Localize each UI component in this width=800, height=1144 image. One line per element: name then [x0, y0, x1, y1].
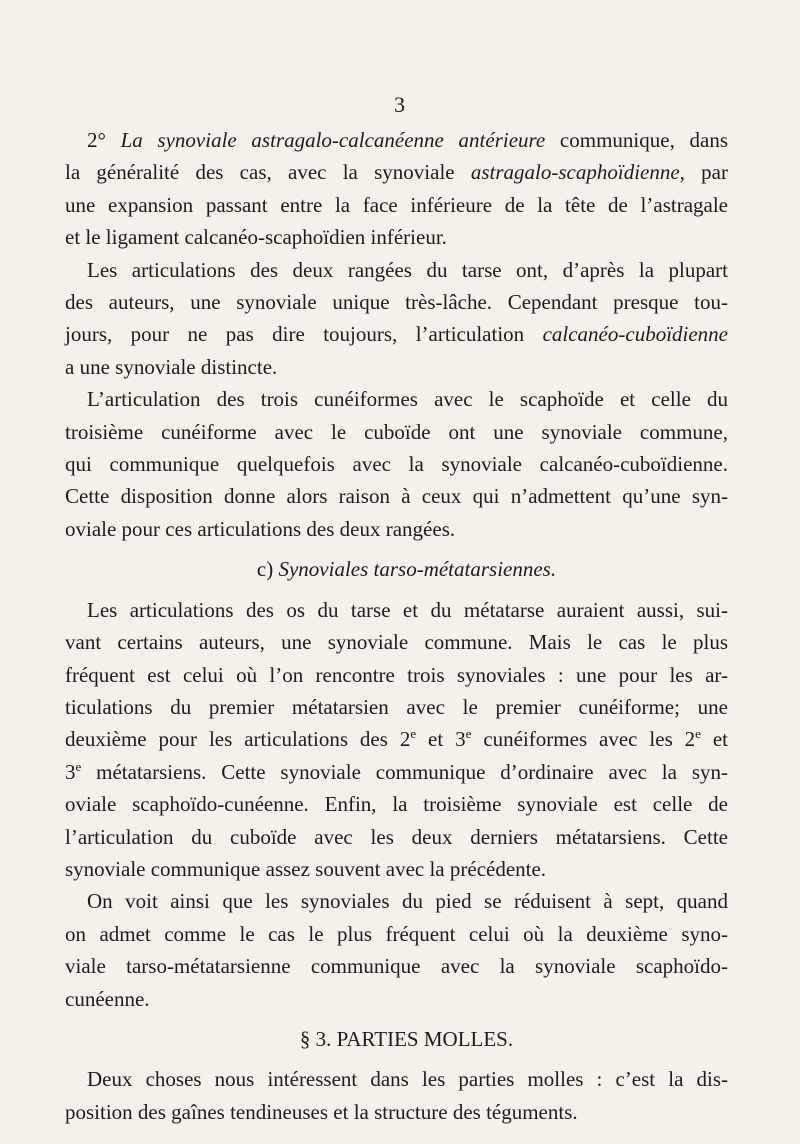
page-number: 3 — [394, 92, 406, 117]
text-line: 3e métatarsiens. Cette synoviale communique d’ordinaire avec la syn- — [65, 758, 728, 784]
text-line: Deux choses nous intéressent dans les parties molles : c’est la dis- — [87, 1067, 728, 1092]
text-line: des auteurs, une synoviale unique très-lâche. Cependant presque tou- — [65, 290, 728, 315]
text-line: Les articulations des deux rangées du tarse ont, d’après la plupart — [87, 257, 728, 282]
paragraph-sept-synoviales — [65, 885, 728, 1015]
text-line: l’articulation du cuboïde avec les deux derniers métatarsiens. Cette — [65, 824, 728, 849]
italic-term: astragalo-scaphoïdienne — [470, 160, 680, 185]
text-line: ticulations du premier métatarsien avec le premier cunéiforme; une — [65, 694, 728, 719]
paragraph-parties-molles — [65, 1063, 728, 1128]
text-line: vant certains auteurs, une synoviale commune. Mais le cas le plus — [65, 630, 728, 655]
text-line: la généralité des cas, avec la synoviale astragalo-scaphoïdienne, par — [65, 160, 728, 185]
text-line: Les articulations des os du tarse et du métatarse auraient aussi, sui- — [87, 597, 728, 622]
text-line: oviale pour ces articulations des deux rangées. — [65, 516, 456, 541]
text-line: et le ligament calcanéo-scaphoïdien inférieur. — [65, 225, 447, 250]
body-text — [65, 124, 728, 1128]
paragraph-cuneiformes — [65, 383, 728, 545]
text-line: 2° La synoviale astragalo-calcanéenne antérieure communique, dans — [87, 128, 728, 152]
italic-term: La synoviale astragalo-calcanéenne antérieure — [120, 128, 546, 152]
text-line: une expansion passant entre la face inférieure de la tête de l’astragale — [65, 192, 728, 217]
text-line: jours, pour ne pas dire toujours, l’articulation calcanéo-cuboïdienne — [65, 322, 728, 347]
text-line: Cette disposition donne alors raison à ceux qui n’admettent qu’une syn- — [65, 484, 728, 509]
text-line: cunéenne. — [65, 986, 150, 1011]
text-line: synoviale communique assez souvent avec la précédente. — [65, 856, 547, 881]
section-heading-parties-molles: § 3. PARTIES MOLLES. — [299, 1026, 514, 1051]
text-line: on admet comme le cas le plus fréquent celui où la deuxième syno- — [65, 921, 728, 946]
text-line: position des gaînes tendineuses et la structure des téguments. — [65, 1099, 578, 1124]
italic-term: calcanéo-cuboïdienne — [542, 322, 728, 347]
text-line: deuxième pour les articulations des 2e et 3e cunéiformes avec les 2e et — [65, 726, 729, 752]
text-line: troisième cunéiforme avec le cuboïde ont une synoviale commune, — [65, 419, 728, 444]
text-line: qui communique quelquefois avec la synoviale calcanéo-cuboïdienne. — [65, 452, 728, 477]
text-line: On voit ainsi que les synoviales du pied se réduisent à sept, quand — [87, 889, 728, 914]
text-line: viale tarso-métatarsienne communique avec la synoviale scaphoïdo- — [65, 954, 728, 979]
paragraph-astragalo-calcaneenne — [65, 124, 728, 254]
text-line: a une synoviale distincte. — [65, 354, 278, 379]
text-line: fréquent est celui où l’on rencontre trois synoviales : une pour les ar- — [65, 662, 728, 687]
section-heading-title: Synoviales tarso-métatarsiennes. — [278, 557, 557, 582]
section-heading-c: c) Synoviales tarso-métatarsiennes. — [256, 557, 557, 582]
text-line: L’articulation des trois cunéiformes avec le scaphoïde et celle du — [87, 387, 728, 412]
paragraph-rangees-du-tarse — [65, 254, 728, 384]
paragraph-tarso-metatarsiennes — [65, 594, 728, 886]
text-line: oviale scaphoïdo-cunéenne. Enfin, la troisième synoviale est celle de — [65, 792, 728, 817]
